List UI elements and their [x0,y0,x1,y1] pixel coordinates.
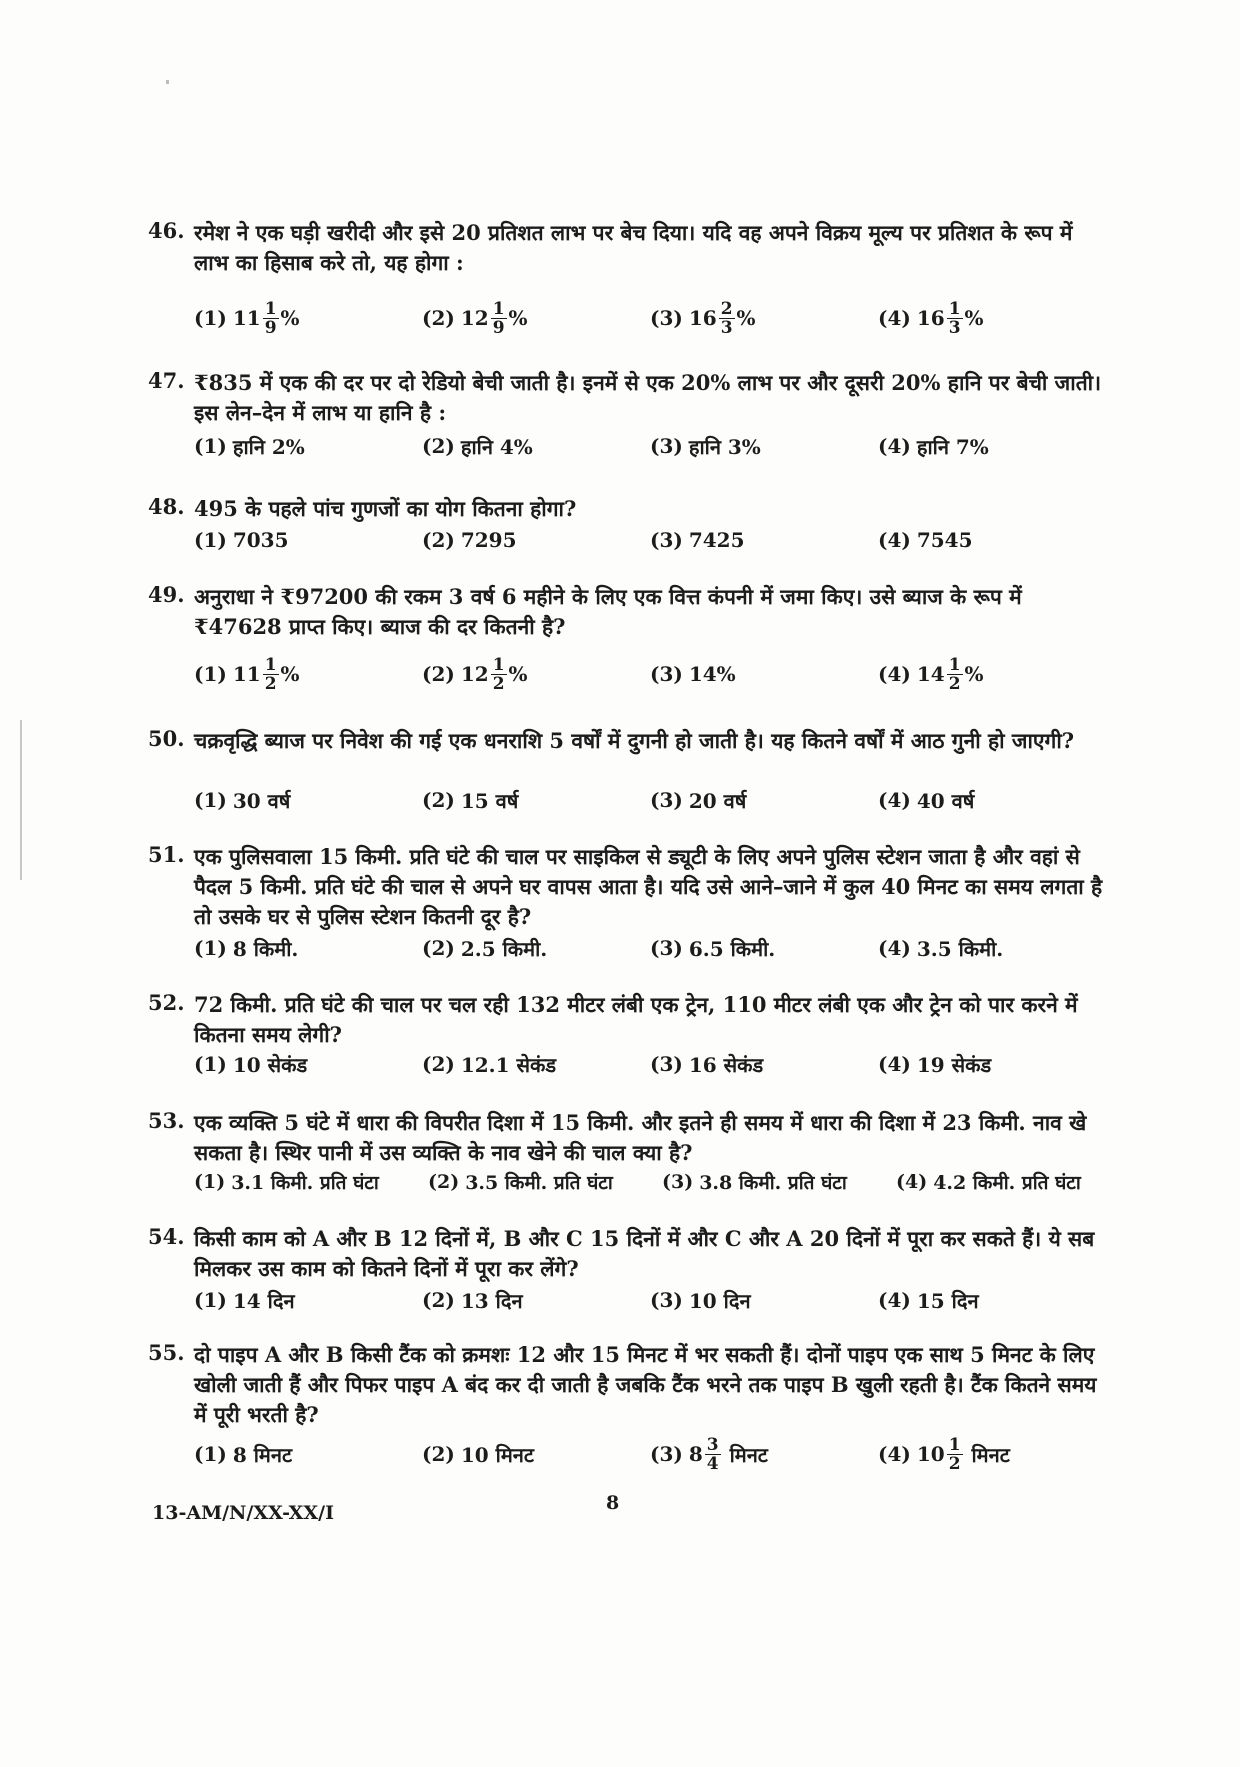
option-3[interactable]: (3) 3.8 किमी. प्रति घंटा [662,1171,847,1194]
option-1[interactable]: (1) 10 सेकंड [194,1052,308,1077]
option-4[interactable]: (4) 40 वर्ष [878,788,975,813]
fraction: $\frac{1}{9}$ [492,298,505,338]
option-2[interactable]: (2) 7295 [422,528,517,552]
option-1[interactable]: (1) 11 $\frac{1}{9}$ % [194,298,300,338]
option-4[interactable]: (4) 3.5 किमी. [878,936,1004,961]
question-number: 52. [148,990,185,1015]
fraction: $\frac{1}{2}$ [492,654,505,694]
option-1[interactable]: (1) 30 वर्ष [194,788,291,813]
option-2[interactable]: (2) 12 $\frac{1}{9}$ % [422,298,528,338]
option-2[interactable]: (2) 2.5 किमी. [422,936,548,961]
fraction: $\frac{2}{3}$ [720,298,733,338]
option-1[interactable]: (1) 11 $\frac{1}{2}$ % [194,654,300,694]
question-text: एक पुलिसवाला 15 किमी. प्रति घंटे की चाल पर साइकिल से ड्यूटी के लिए अपने पुलिस स्टेशन जाता है और वहां से पैदल 5 किमी. प्रति घंटे की चाल से अपने घर वापस आता है। यदि उसे आने–जाने में कुल 40 मिनट का समय लगता है तो उसके घर से पुलिस स्टेशन कितनी दूर है? [194,844,1103,929]
option-1[interactable]: (1) 8 किमी. [194,936,299,961]
option-3[interactable]: (3) 10 दिन [650,1288,751,1313]
question-text: रमेश ने एक घड़ी खरीदी और इसे 20 प्रतिशत लाभ पर बेच दिया। यदि वह अपने विक्रय मूल्य पर प्रतिशत के रूप में लाभ का हिसाब करे तो, यह होगा : [194,220,1073,275]
question-text: अनुराधा ने ₹97200 की रकम 3 वर्ष 6 महीने के लिए एक वित्त कंपनी में जमा किए। उसे ब्याज के रूप में ₹47628 प्राप्त किए। ब्याज की दर कितनी है? [194,584,1022,639]
option-3[interactable]: (3) 14% [650,662,736,686]
question-number: 48. [148,494,185,519]
fraction: $\frac{3}{4}$ [706,1434,719,1474]
question-text: चक्रवृद्धि ब्याज पर निवेश की गई एक धनराशि 5 वर्षों में दुगनी हो जाती है। यह कितने वर्षों में आठ गुनी हो जाएगी? [194,728,1075,753]
option-2[interactable]: (2) 15 वर्ष [422,788,519,813]
option-4[interactable]: (4) 16 $\frac{1}{3}$ % [878,298,984,338]
option-3[interactable]: (3) 16 सेकंड [650,1052,764,1077]
question-number: 47. [148,368,185,393]
fraction: $\frac{1}{2}$ [948,654,961,694]
question-number: 55. [148,1340,185,1365]
option-4[interactable]: (4) 4.2 किमी. प्रति घंटा [896,1171,1081,1194]
option-1[interactable]: (1) हानि 2% [194,434,305,459]
scan-speck [166,80,169,84]
option-4[interactable]: (4) 19 सेकंड [878,1052,992,1077]
option-3[interactable]: (3) 16 $\frac{2}{3}$ % [650,298,756,338]
option-2[interactable]: (2) हानि 4% [422,434,533,459]
option-4[interactable]: (4) हानि 7% [878,434,989,459]
option-3[interactable]: (3) 6.5 किमी. [650,936,776,961]
option-4[interactable]: (4) 7545 [878,528,973,552]
question-number: 53. [148,1108,185,1133]
options-row [194,296,1124,340]
option-2[interactable]: (2) 13 दिन [422,1288,523,1313]
options-row [194,778,1124,822]
option-4[interactable]: (4) 15 दिन [878,1288,979,1313]
option-2[interactable]: (2) 3.5 किमी. प्रति घंटा [428,1171,613,1194]
options-row [194,518,1124,562]
option-3[interactable]: (3) 20 वर्ष [650,788,747,813]
options-row [194,1278,1124,1322]
question-text: 495 के पहले पांच गुणजों का योग कितना होगा? [194,496,577,521]
options-row [194,1432,1124,1476]
option-4[interactable]: (4) 14 $\frac{1}{2}$ % [878,654,984,694]
options-row [194,652,1124,696]
question-text: 72 किमी. प्रति घंटे की चाल पर चल रही 132 मीटर लंबी एक ट्रेन, 110 मीटर लंबी एक और ट्रेन को पार करने में कितना समय लेगी? [194,992,1078,1047]
options-row [194,926,1124,970]
question-text: ₹835 में एक की दर पर दो रेडियो बेची जाती है। इनमें से एक 20% लाभ पर और दूसरी 20% हानि पर बेची जाती। इस लेन–देन में लाभ या हानि है : [194,370,1102,425]
question-number: 46. [148,218,185,243]
fraction: $\frac{1}{2}$ [264,654,277,694]
question-text: दो पाइप A और B किसी टैंक को क्रमशः 12 और 15 मिनट में भर सकती हैं। दोनों पाइप एक साथ 5 मिनट के लिए खोली जाती हैं और पिफर पाइप A बंद कर दी जाती है जबकि टैंक भरने तक पाइप B खुली रहती है। टैंक कितने समय में पूरी भरती है? [194,1342,1097,1427]
question-number: 54. [148,1224,185,1249]
option-4[interactable]: (4) 10 $\frac{1}{2}$ मिनट [878,1434,1010,1474]
fraction: $\frac{1}{9}$ [264,298,277,338]
option-1[interactable]: (1) 14 दिन [194,1288,295,1313]
question-text: किसी काम को A और B 12 दिनों में, B और C 15 दिनों में और C और A 20 दिनों में पूरा कर सकते हैं। ये सब मिलकर उस काम को कितने दिनों में पूरा कर लेंगे? [194,1226,1095,1281]
question-text: एक व्यक्ति 5 घंटे में धारा की विपरीत दिशा में 15 किमी. और इतने ही समय में धारा की दिशा में 23 किमी. नाव खे सकता है। स्थिर पानी में उस व्यक्ति के नाव खेने की चाल क्या है? [194,1110,1087,1165]
option-2[interactable]: (2) 12.1 सेकंड [422,1052,557,1077]
options-row [194,1042,1124,1086]
option-1[interactable]: (1) 8 मिनट [194,1442,293,1467]
page-number: 8 [606,1492,620,1514]
scan-margin-line [20,720,22,880]
fraction: $\frac{1}{2}$ [948,1434,961,1474]
option-2[interactable]: (2) 10 मिनट [422,1442,534,1467]
option-1[interactable]: (1) 7035 [194,528,289,552]
option-3[interactable]: (3) 7425 [650,528,745,552]
option-3[interactable]: (3) हानि 3% [650,434,761,459]
options-row [194,424,1124,468]
option-2[interactable]: (2) 12 $\frac{1}{2}$ % [422,654,528,694]
fraction: $\frac{1}{3}$ [948,298,961,338]
question-number: 50. [148,726,185,751]
option-3[interactable]: (3) 8 $\frac{3}{4}$ मिनट [650,1434,768,1474]
options-row [194,1160,1124,1204]
paper-code: 13-AM/N/XX-XX/I [152,1502,334,1524]
question-number: 49. [148,582,185,607]
option-1[interactable]: (1) 3.1 किमी. प्रति घंटा [194,1171,379,1194]
question-number: 51. [148,842,185,867]
